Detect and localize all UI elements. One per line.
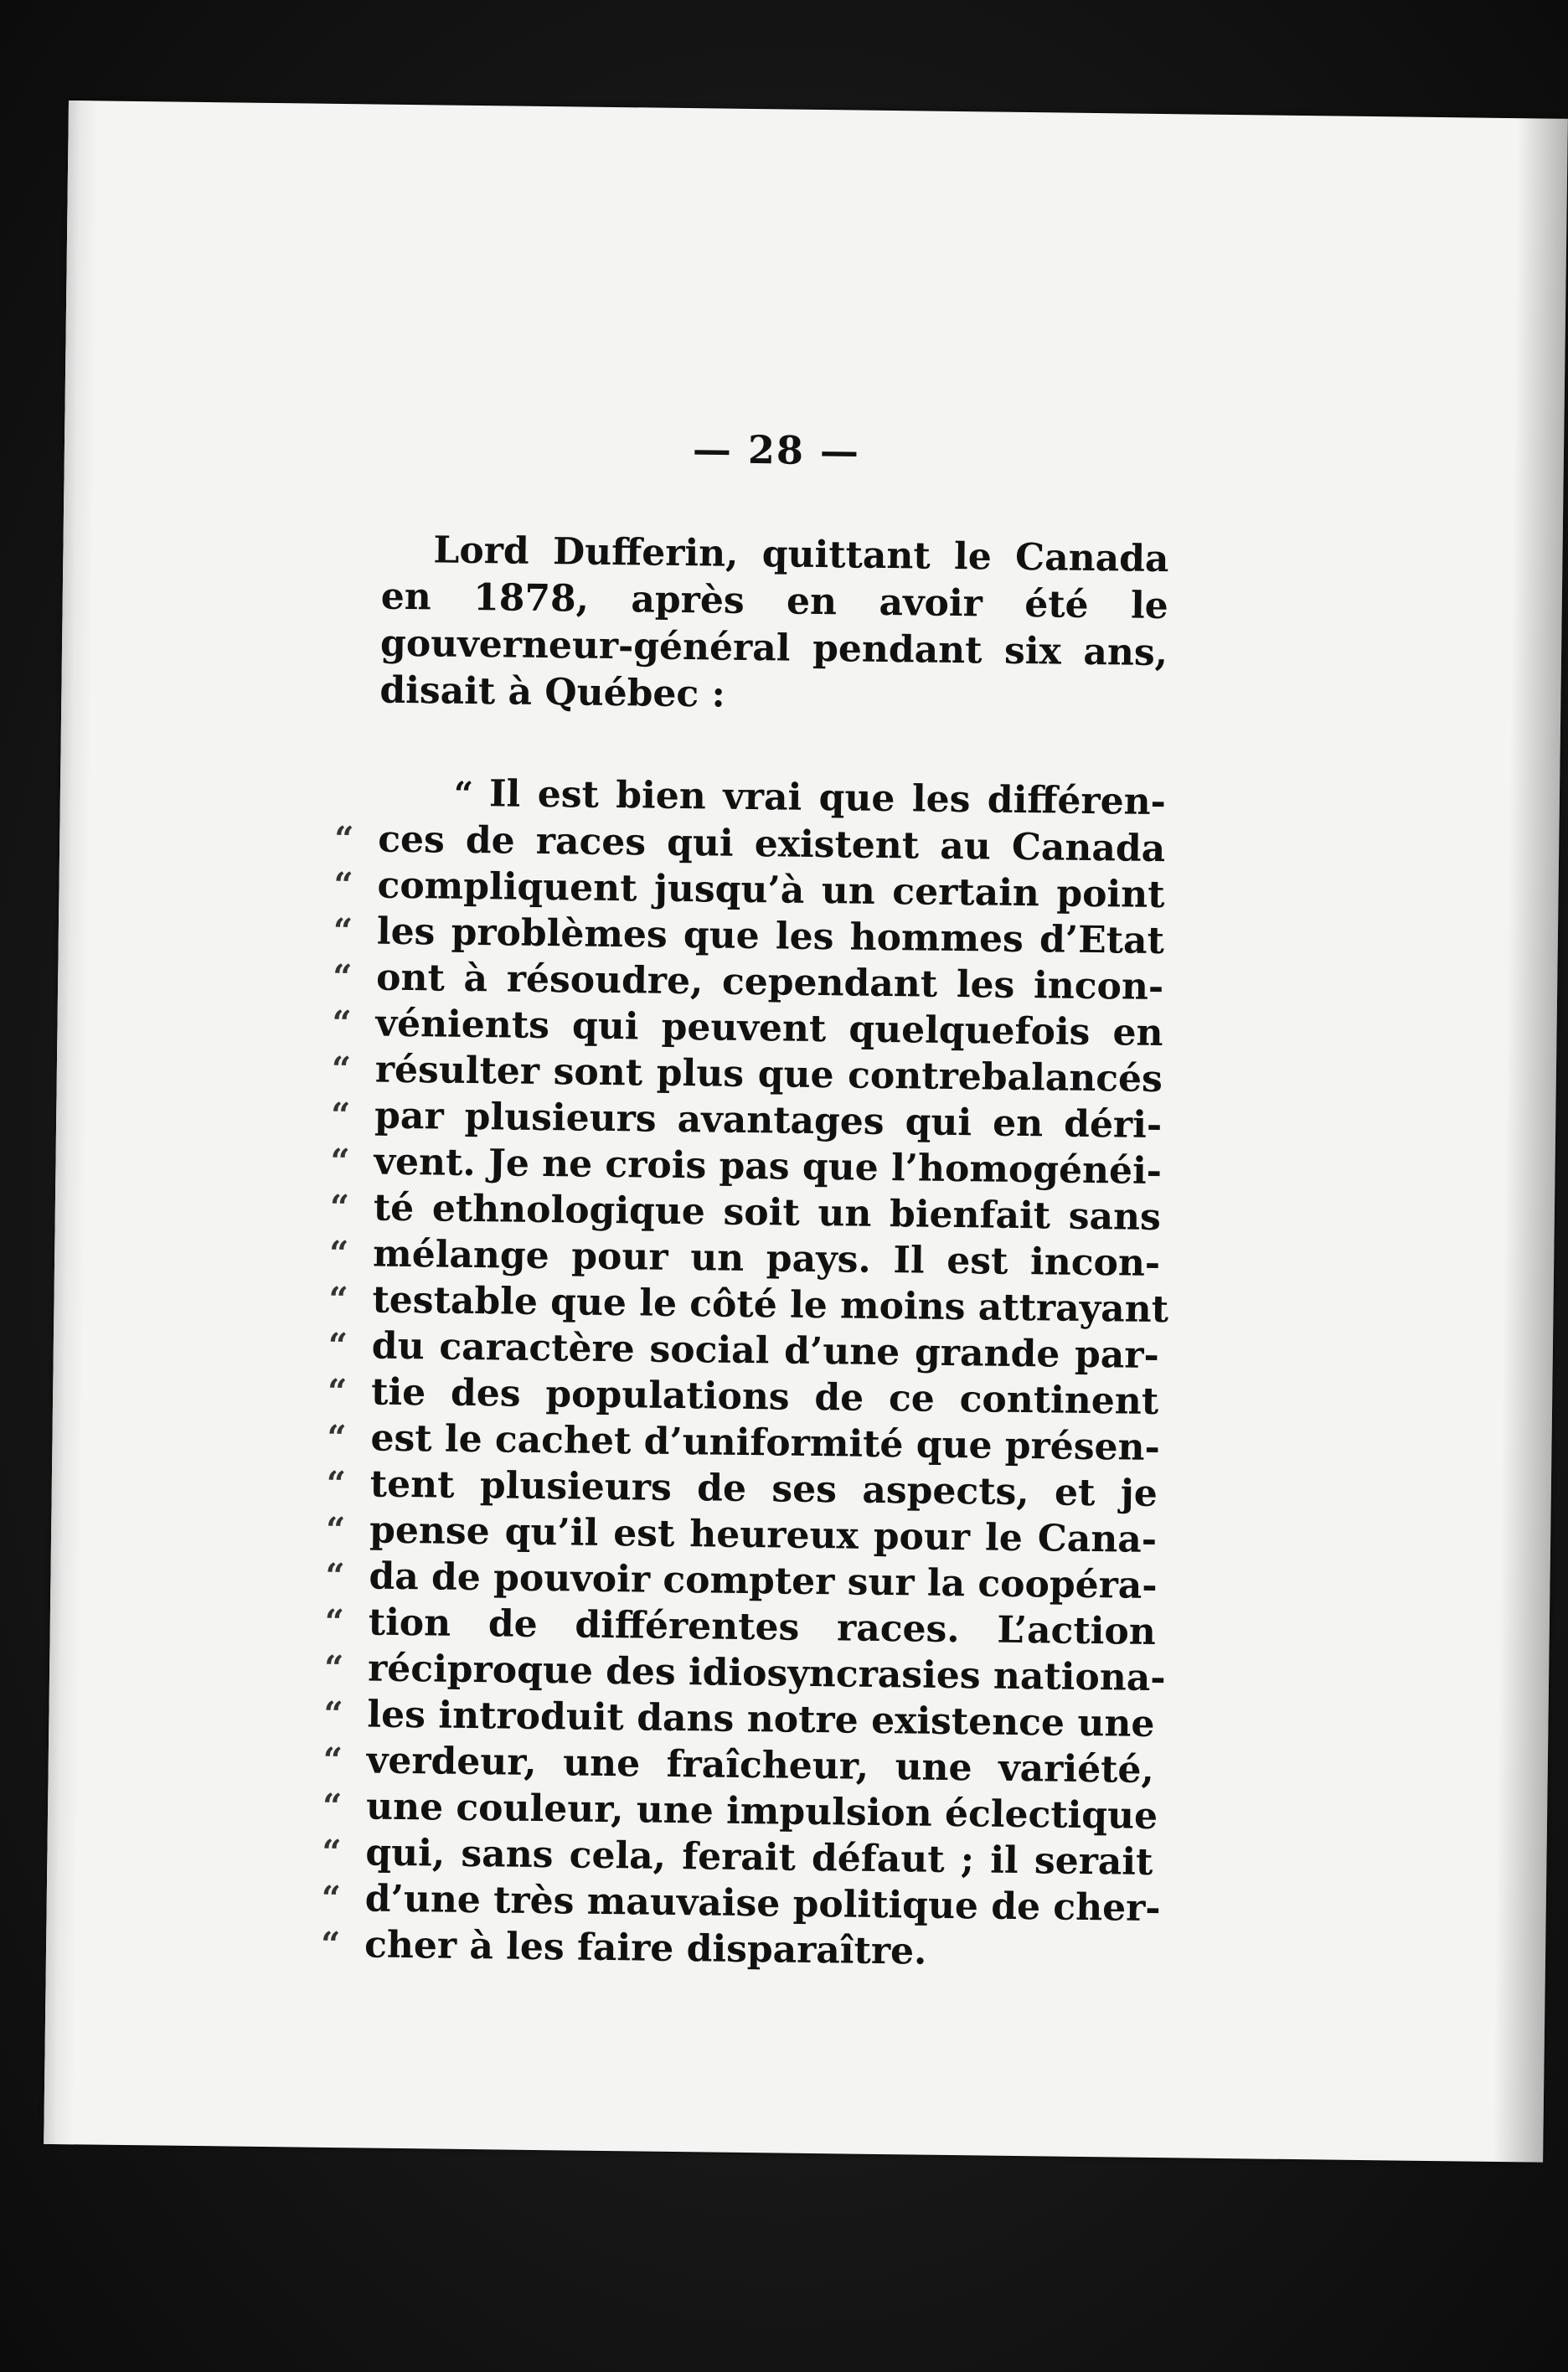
quote-line	[320, 1921, 1153, 1977]
quote-line-text: d’une très mauvaise politique de cher-	[364, 1877, 1161, 1931]
margin-quote-mark: “	[325, 1555, 345, 1596]
quote-line-text: tie des populations de ce continent	[370, 1370, 1159, 1424]
quote-line-text: da de pouvoir compter sur la coopéra-	[369, 1555, 1158, 1608]
text-block	[320, 423, 1170, 1978]
quote-line-text: testable que le côté le moins attrayant	[372, 1278, 1169, 1332]
quote-line-text: vent. Je ne crois pas que l’homogénéi-	[374, 1140, 1163, 1194]
quote-line-text: cher à les faire disparaître.	[364, 1923, 927, 1973]
quote-open-mark: “	[453, 774, 490, 815]
quote-line-text: est le cachet d’uniformité que présen-	[370, 1416, 1161, 1470]
quote-line-text: résulter sont plus que contrebalancés	[374, 1048, 1163, 1101]
margin-quote-mark: “	[328, 1233, 349, 1274]
margin-quote-mark: “	[324, 1601, 345, 1642]
margin-quote-mark: “	[330, 1141, 350, 1182]
quote-line-text: verdeur, une fraîcheur, une variété,	[366, 1739, 1155, 1792]
quote-line-text: tent plusieurs de ses aspects, et je	[369, 1462, 1158, 1516]
margin-quote-mark: “	[326, 1463, 347, 1504]
quote-line-text: par plusieurs avantages qui en déri-	[374, 1094, 1163, 1147]
quote-line-text: une couleur, une impulsion éclectique	[365, 1785, 1158, 1838]
quote-line-text: les introduit dans notre existence une	[367, 1693, 1155, 1745]
quote-line-text: mélange pour un pays. Il est incon-	[372, 1232, 1161, 1286]
quote-line-text: ont à résoudre, cependant les incon-	[375, 956, 1164, 1009]
margin-quote-mark: “	[333, 818, 354, 859]
margin-quote-mark: “	[332, 1003, 352, 1044]
quotation	[320, 770, 1169, 1978]
margin-quote-mark: “	[323, 1694, 343, 1735]
quote-line-text: les problèmes que les hommes d’Etat	[376, 910, 1165, 963]
quote-line-text: qui, sans cela, ferait défaut ; il serait	[365, 1831, 1153, 1884]
margin-quote-mark: “	[327, 1371, 348, 1412]
quote-line-text: tion de différentes races. L’action	[368, 1601, 1157, 1653]
quote-line-text: du caractère social d’une grande par-	[371, 1324, 1160, 1378]
margin-quote-mark: “	[333, 910, 353, 951]
margin-quote-mark: “	[333, 864, 353, 905]
page-number: — 28 —	[692, 426, 861, 474]
quote-line-text: ces de races qui existent au Canada	[377, 817, 1166, 871]
intro-paragraph: Lord Dufferin, quittant le Canada en 1878, après en avoir été le gouverneur-général pendant six ans, disait à Québec :	[379, 529, 1169, 716]
margin-quote-mark: “	[328, 1279, 348, 1320]
quote-line-text: compliquent jusqu’à un certain point	[377, 864, 1165, 917]
margin-quote-mark: “	[332, 957, 353, 998]
book-page	[44, 101, 1568, 2163]
quote-line-text: té ethnologique soit un bienfait sans	[373, 1186, 1162, 1240]
quote-line-text: vénients qui peuvent quelquefois en	[375, 1002, 1163, 1055]
margin-quote-mark: “	[323, 1648, 344, 1689]
margin-quote-mark: “	[321, 1878, 342, 1919]
margin-quote-mark: “	[328, 1325, 348, 1366]
margin-quote-mark: “	[331, 1049, 352, 1090]
margin-quote-mark: “	[320, 1924, 341, 1965]
quote-line-text: réciproque des idiosyncrasies nationa-	[367, 1647, 1166, 1700]
margin-quote-mark: “	[322, 1786, 343, 1827]
margin-quote-mark: “	[327, 1417, 347, 1458]
margin-quote-mark: “	[322, 1740, 343, 1781]
margin-quote-mark: “	[325, 1509, 346, 1550]
quote-line-text: Il est bien vrai que les différen-	[488, 772, 1167, 824]
margin-quote-mark: “	[330, 1095, 351, 1136]
margin-quote-mark: “	[322, 1832, 342, 1873]
margin-quote-mark: “	[329, 1187, 350, 1228]
quote-line-text: pense qu’il est heureux pour le Cana-	[369, 1508, 1158, 1561]
